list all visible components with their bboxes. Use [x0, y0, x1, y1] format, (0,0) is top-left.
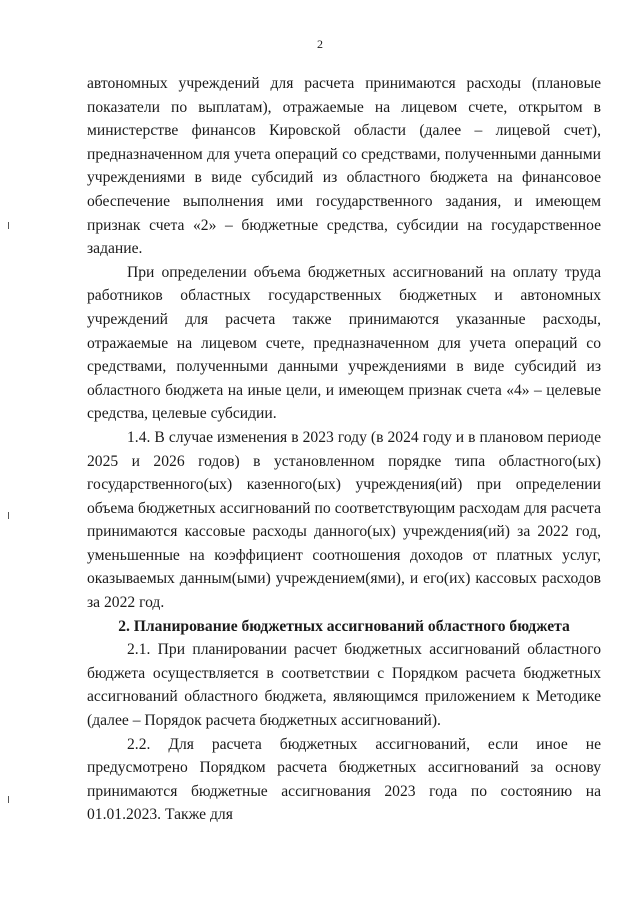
page-number: 2: [317, 37, 323, 51]
scan-mark: [8, 512, 9, 519]
scan-mark: [8, 796, 9, 803]
paragraph-1-4: 1.4. В случае изменения в 2023 году (в 2024 году и в плановом периоде 2025 и 2026 годов) в установленном порядке типа областного(ых) государственного(ых) казенного(ых) учреждения(ий) при определении объема бюджетных ассигнований по соответствующим расходам для расчета принимаются кассовые расходы данного(ых) учреждения(ий) за 2022 год, уменьшенные на коэффициент соотношения доходов от платных услуг, оказываемых данным(ыми) учреждением(ями), и его(их) кассовых расходов за 2022 год.: [87, 428, 601, 612]
paragraph-continuation: автономных учреждений для расчета принимаются расходы (плановые показатели по выплатам), отражаемые на лицевом счете, открытом в министерстве финансов Кировской области (далее – лицевой счет), предназначенном для учета операций со средствами, полученными данными учреждениями в виде субсидий из областного бюджета на финансовое обеспечение выполнения ими государственного задания, и имеющем признак счета «2» – бюджетные средства, субсидии на государственное задание.: [87, 75, 601, 258]
section-heading-2: 2. Планирование бюджетных ассигнований областного бюджета: [118, 617, 570, 635]
scan-mark: [8, 222, 9, 229]
document-body: [87, 72, 601, 827]
paragraph-wages: При определении объема бюджетных ассигнований на оплату труда работников областных государственных бюджетных и автономных учреждений для расчета также принимаются указанные расходы, отражаемые на лицевом счете, предназначенном для учета операций со средствами, полученными данными учреждениями в виде субсидий из областного бюджета на иные цели, и имеющем признак счета «4» – целевые средства, целевые субсидии.: [87, 263, 601, 423]
paragraph-2-1: 2.1. При планировании расчет бюджетных ассигнований областного бюджета осуществляется в соответствии с Порядком расчета бюджетных ассигнований областного бюджета, являющимся приложением к Методике (далее – Порядок расчета бюджетных ассигнований).: [87, 641, 601, 730]
paragraph-2-2: 2.2. Для расчета бюджетных ассигнований, если иное не предусмотрено Порядком расчета бюджетных ассигнований за основу принимаются бюджетные ассигнования 2023 года по состоянию на 01.01.2023. Также для: [87, 735, 601, 824]
